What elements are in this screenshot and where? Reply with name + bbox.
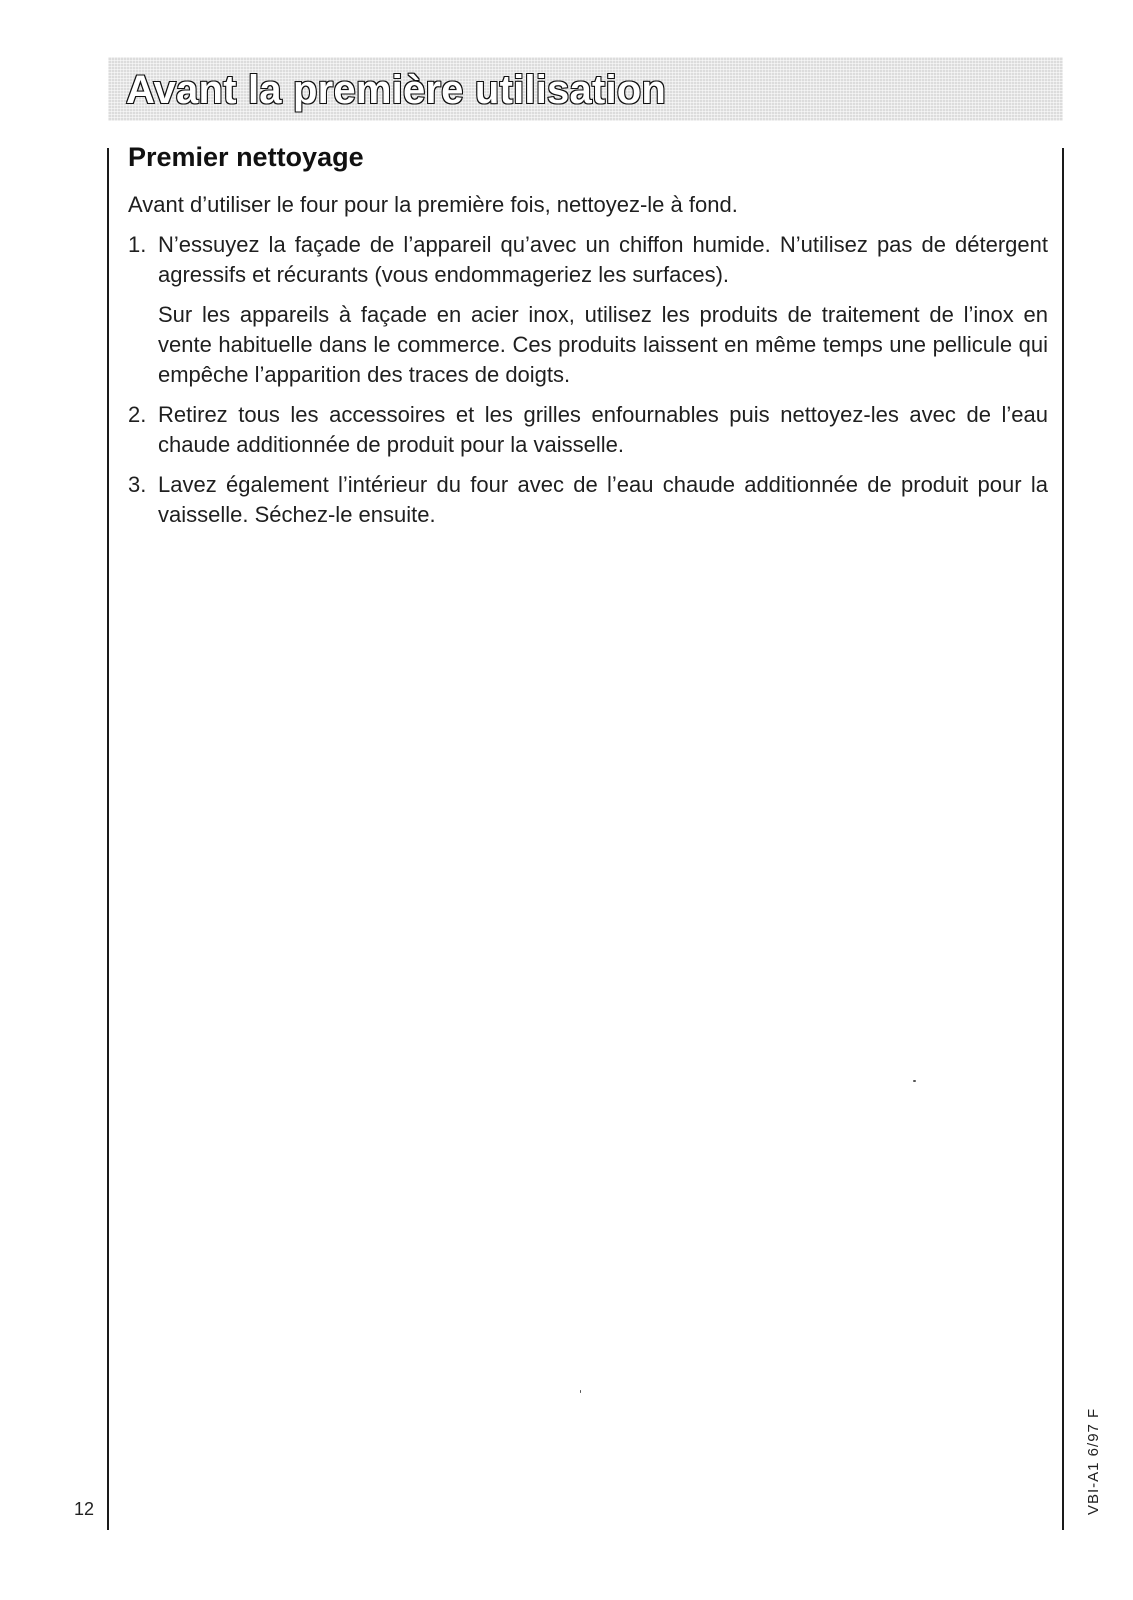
step-number: 2. <box>128 402 147 427</box>
step-number: 1. <box>128 232 147 257</box>
step-text: Retirez tous les accessoires et les grilles enfournables puis nettoyez-les avec de l’eau chaude additionnée de produit pour la vaisselle. <box>158 402 1048 457</box>
page-number: 12 <box>74 1499 95 1519</box>
section-body <box>128 190 1048 530</box>
step-note: Sur les appareils à façade en acier inox, utilisez les produits de traitement de l’inox en vente habituelle dans le commerce. Ces produits laissent en même temps une pellicule qui empêche l’apparition des traces de doigts. <box>158 302 1048 387</box>
left-margin-rule <box>107 148 109 1530</box>
step-text: Lavez également l’intérieur du four avec de l’eau chaude additionnée de produit pour la vaisselle. Séchez-le ensuite. <box>158 472 1048 527</box>
document-code: VBI-A1 6/97 F <box>1085 1407 1102 1515</box>
list-item <box>128 470 1048 530</box>
intro-paragraph: Avant d’utiliser le four pour la première fois, nettoyez-le à fond. <box>128 192 738 217</box>
step-text: N’essuyez la façade de l’appareil qu’avec un chiffon humide. N’utilisez pas de détergent agressifs et récurants (vous endommageriez les surfaces). <box>158 232 1048 287</box>
steps-list <box>128 230 1048 530</box>
right-margin-rule <box>1062 148 1064 1530</box>
section-heading: Premier nettoyage <box>128 142 364 172</box>
step-number: 3. <box>128 472 147 497</box>
list-item <box>128 230 1048 390</box>
content-area <box>128 140 1048 540</box>
scan-speck <box>580 1390 581 1393</box>
scan-speck <box>913 1080 916 1082</box>
page-title: Avant la première utilisation <box>126 68 667 112</box>
list-item <box>128 400 1048 460</box>
